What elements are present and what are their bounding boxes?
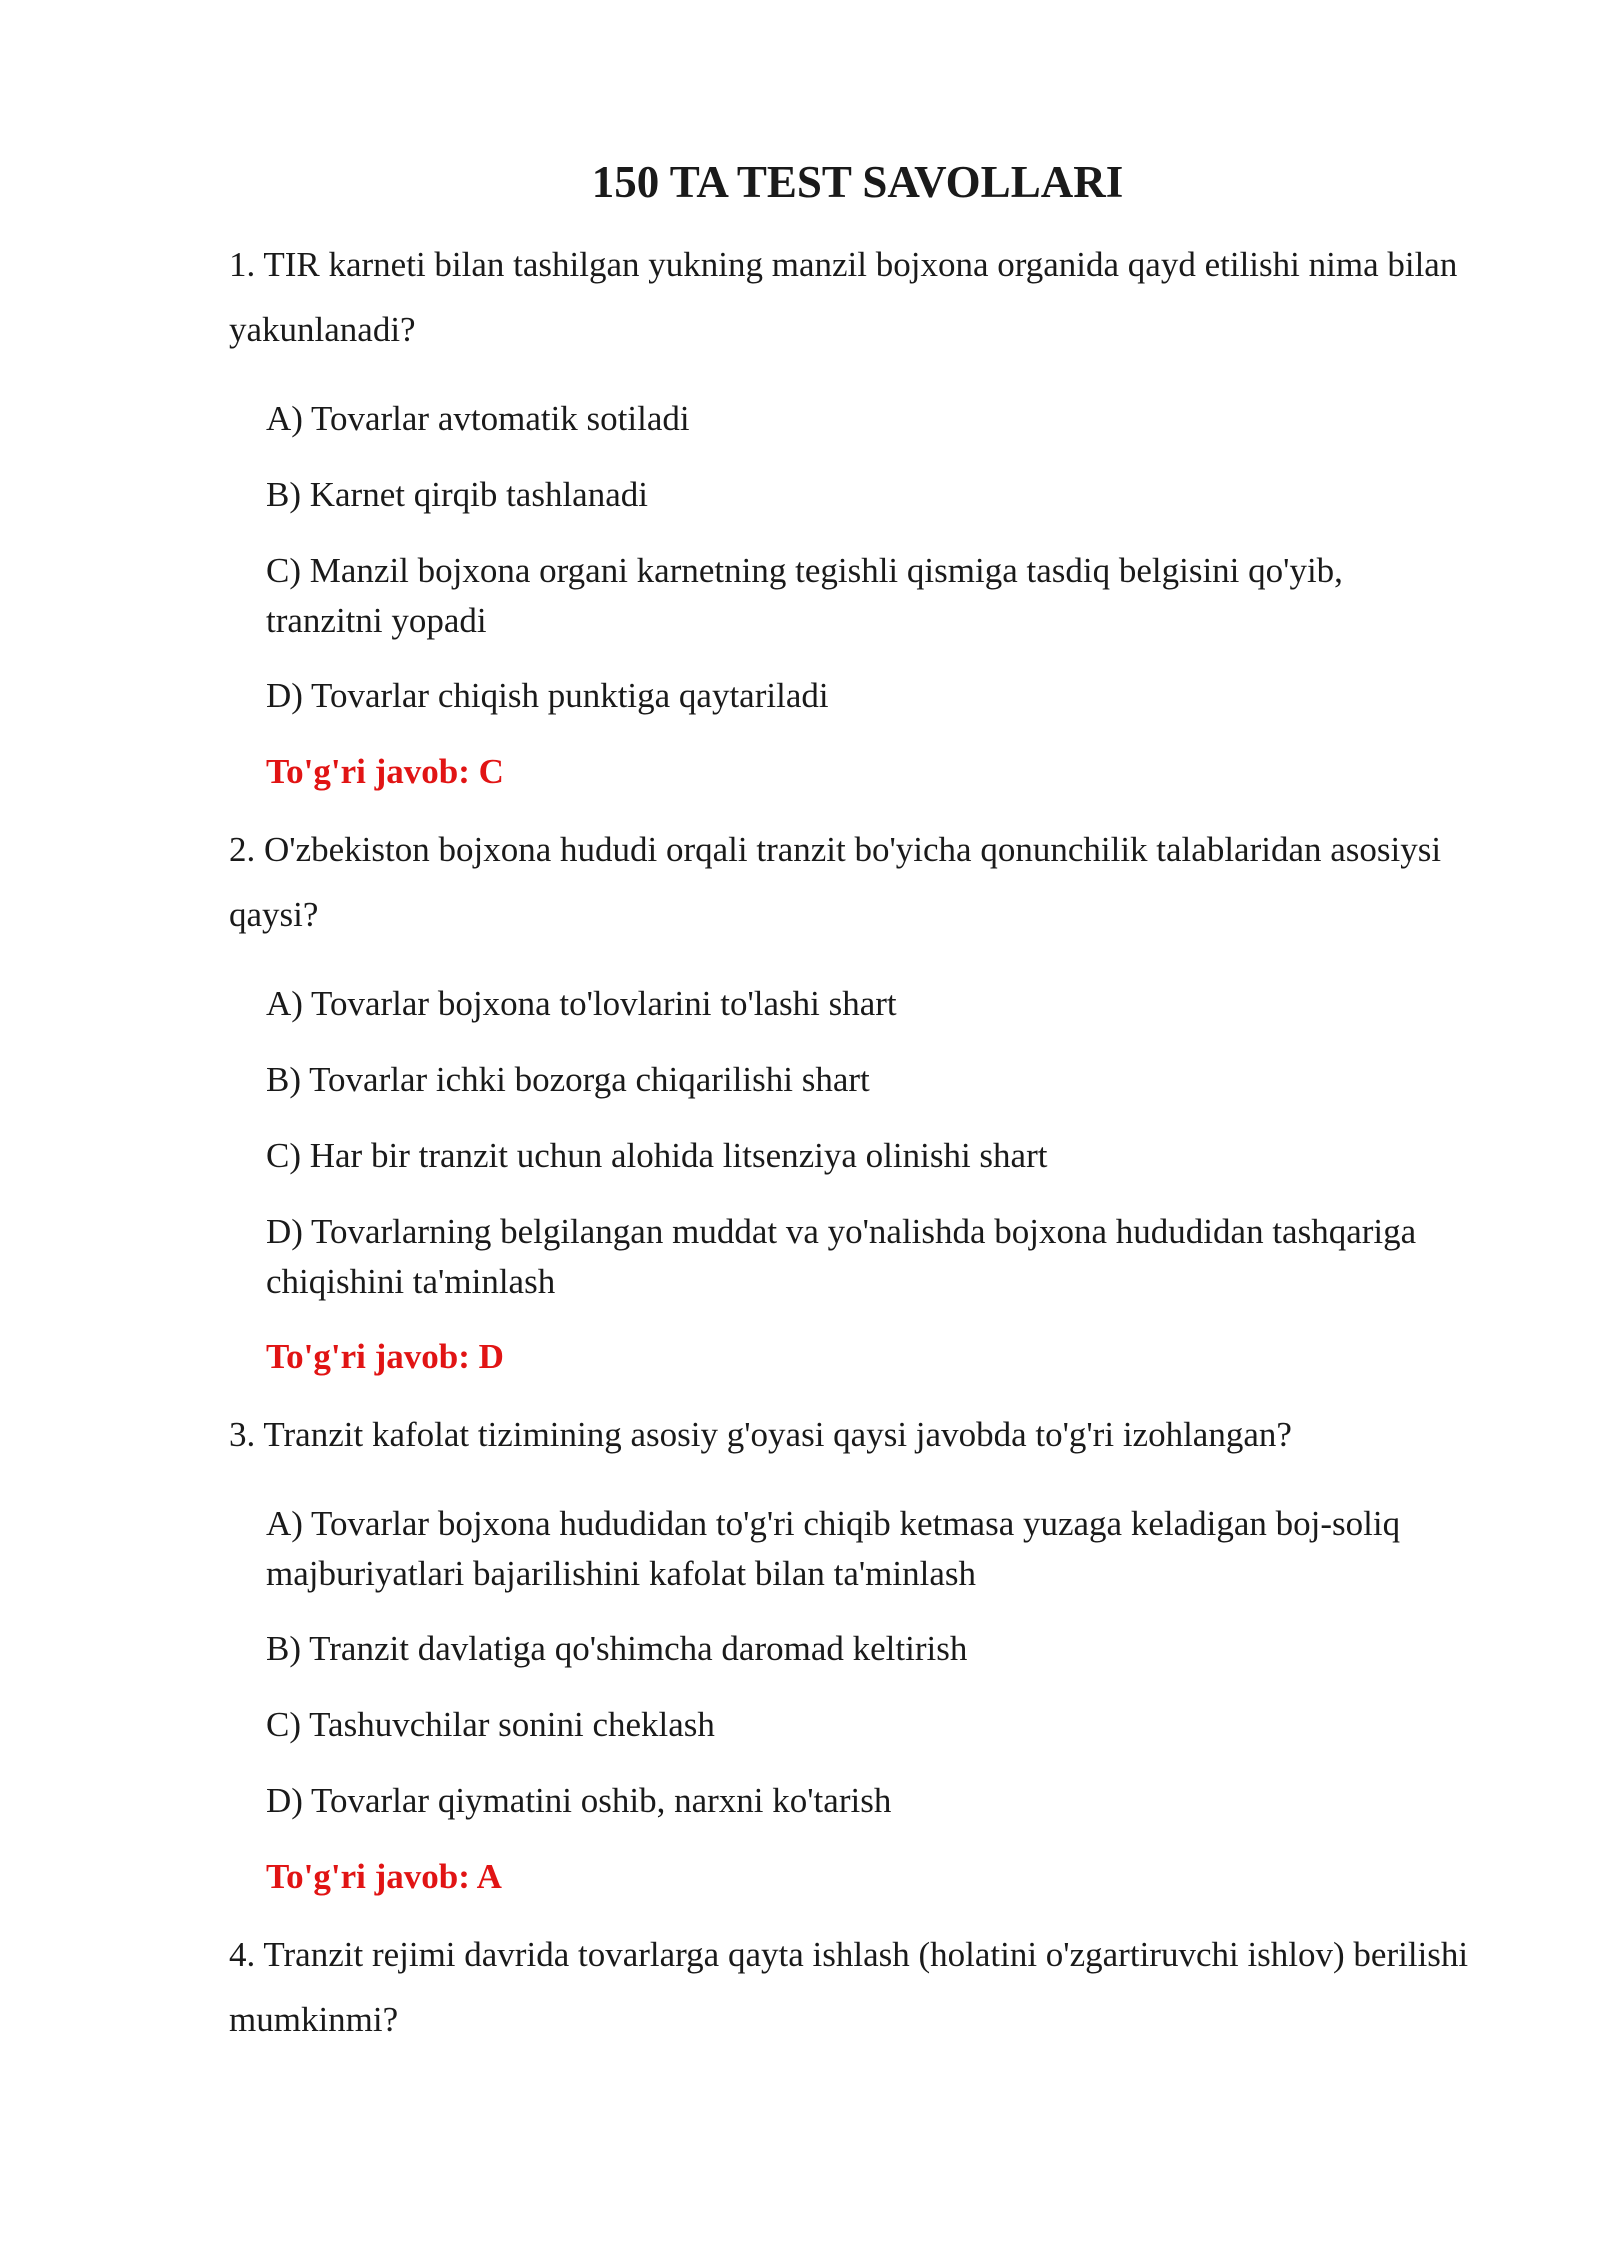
question-1-option-d: D) Tovarlar chiqish punktiga qaytariladi	[266, 676, 829, 715]
question-3-option-a: A) Tovarlar bojxona hududidan to'g'ri chiqib ketmasa yuzaga keladigan boj-soliq majburiyatlari bajarilishini kafolat bilan ta'minlash	[266, 1504, 1401, 1593]
question-1-answer: To'g'ri javob: C	[266, 752, 504, 791]
question-3-option-d: D) Tovarlar qiymatini oshib, narxni ko'tarish	[266, 1781, 892, 1820]
question-3-text: 3. Tranzit kafolat tizimining asosiy g'oyasi qaysi javobda to'g'ri izohlangan?	[229, 1415, 1292, 1454]
question-3-option-c: C) Tashuvchilar sonini cheklash	[266, 1705, 715, 1744]
question-2-answer: To'g'ri javob: D	[266, 1337, 504, 1376]
question-2-option-b: B) Tovarlar ichki bozorga chiqarilishi shart	[266, 1060, 870, 1099]
question-1-option-b: B) Karnet qirqib tashlanadi	[266, 475, 648, 514]
question-2-option-c: C) Har bir tranzit uchun alohida litsenziya olinishi shart	[266, 1136, 1048, 1175]
question-2-option-a: A) Tovarlar bojxona to'lovlarini to'lashi shart	[266, 984, 897, 1023]
question-3-answer: To'g'ri javob: A	[266, 1857, 502, 1896]
question-2-text: 2. O'zbekiston bojxona hududi orqali tranzit bo'yicha qonunchilik talablaridan asosiysi qaysi?	[229, 830, 1442, 934]
question-1-text: 1. TIR karneti bilan tashilgan yukning manzil bojxona organida qayd etilishi nima bilan yakunlanadi?	[229, 245, 1458, 349]
question-4-text: 4. Tranzit rejimi davrida tovarlarga qayta ishlash (holatini o'zgartiruvchi ishlov) berilishi mumkinmi?	[229, 1935, 1469, 2039]
question-1-option-a: A) Tovarlar avtomatik sotiladi	[266, 399, 690, 438]
question-3-option-b: B) Tranzit davlatiga qo'shimcha daromad keltirish	[266, 1629, 968, 1668]
question-1-option-c: C) Manzil bojxona organi karnetning tegishli qismiga tasdiq belgisini qo'yib, tranzitni yopadi	[266, 551, 1343, 640]
document-title: 150 TA TEST SAVOLLARI	[591, 157, 1124, 207]
question-2-option-d: D) Tovarlarning belgilangan muddat va yo'nalishda bojxona hududidan tashqariga chiqishini ta'minlash	[266, 1212, 1417, 1301]
